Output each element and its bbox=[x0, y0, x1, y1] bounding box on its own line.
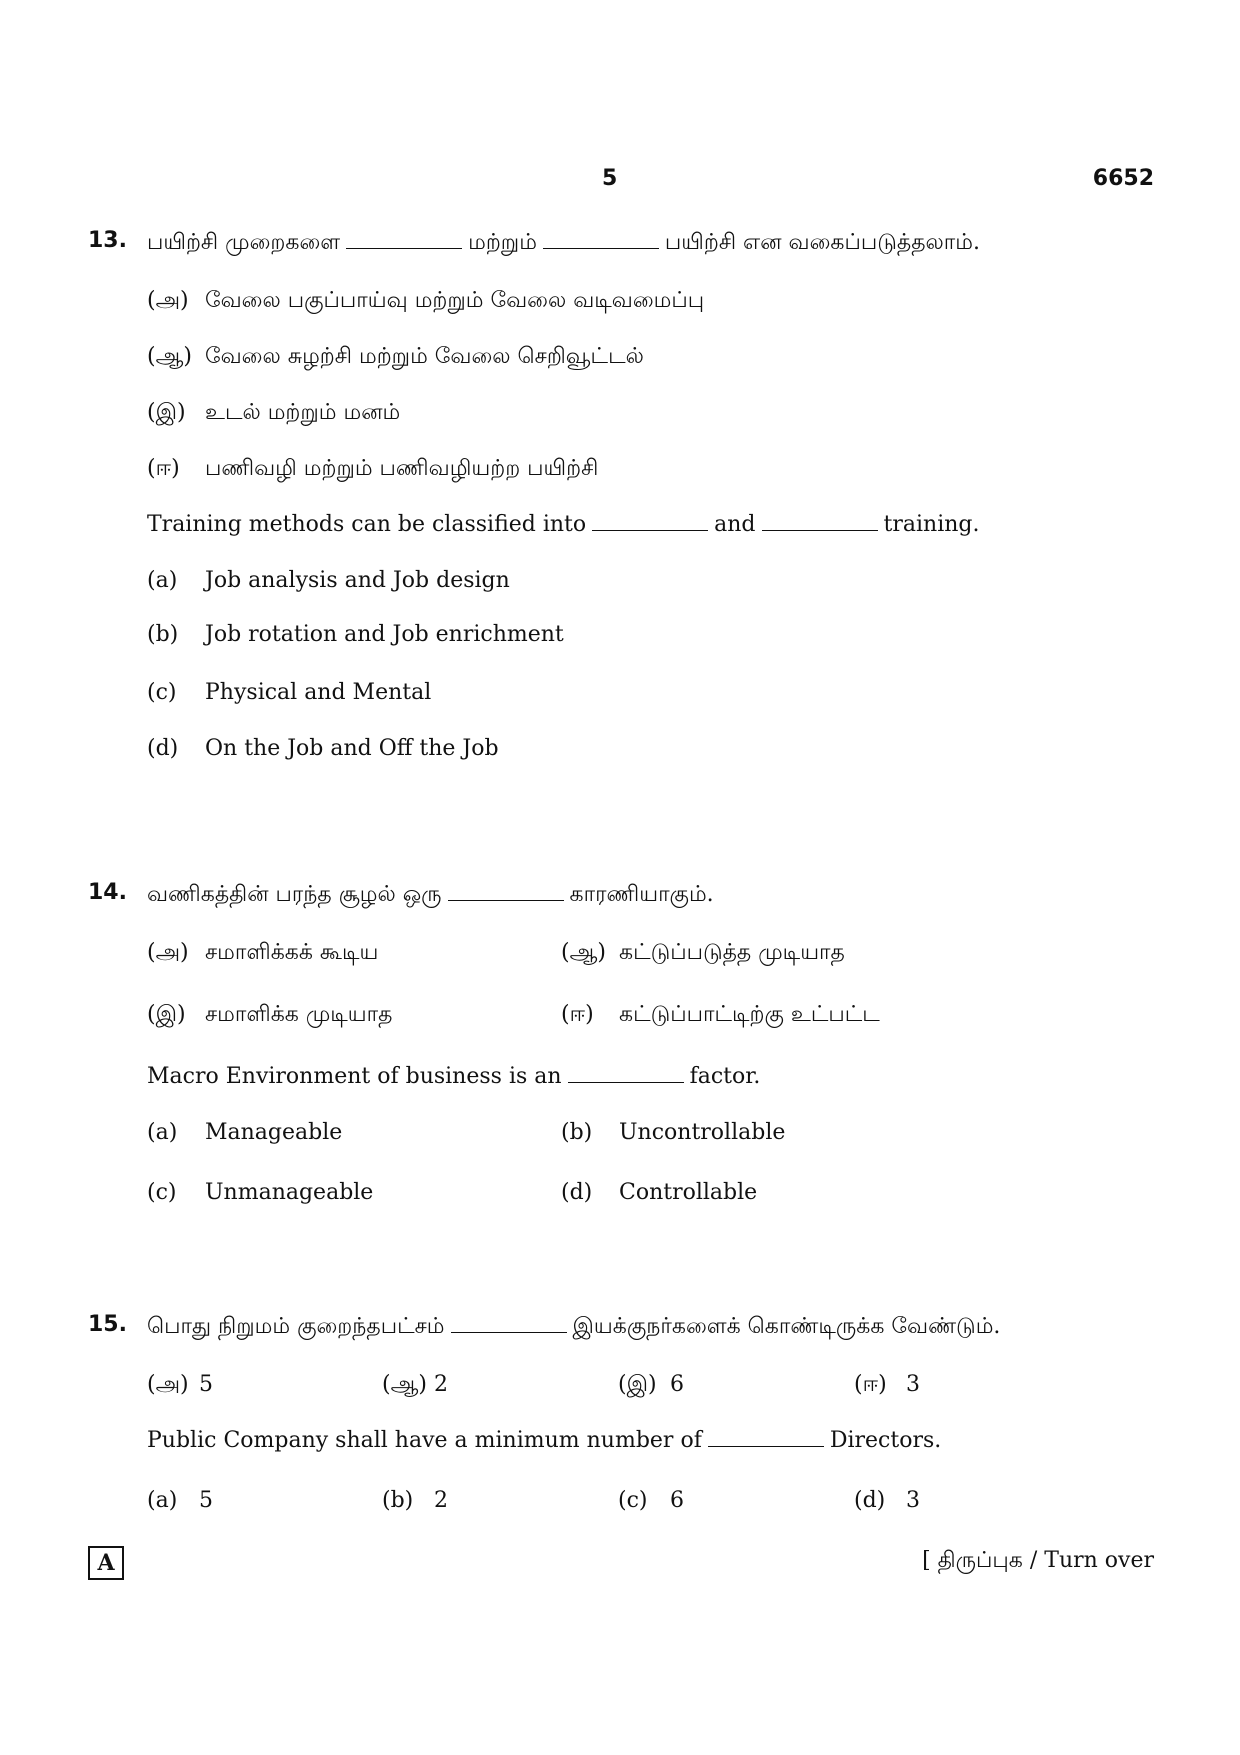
tamil-option bbox=[147, 1000, 392, 1030]
english-option bbox=[561, 1118, 785, 1148]
option-text: கட்டுப்படுத்த முடியாத bbox=[619, 940, 845, 965]
tamil-stem bbox=[147, 228, 980, 258]
tamil-stem bbox=[147, 880, 714, 910]
question-number: 14. bbox=[88, 880, 127, 905]
english-option bbox=[147, 1118, 342, 1148]
tamil-option bbox=[147, 454, 598, 484]
tamil-option bbox=[147, 398, 400, 428]
option-label: (a) bbox=[147, 1120, 178, 1145]
option-label: (ஈ) bbox=[854, 1372, 887, 1397]
paper-code: 6652 bbox=[1092, 166, 1154, 191]
option-label: (அ) bbox=[147, 940, 189, 965]
stem-part: பயிற்சி என வகைப்படுத்தலாம். bbox=[664, 230, 980, 255]
page-number: 5 bbox=[602, 166, 618, 191]
english-option bbox=[854, 1486, 920, 1516]
tamil-option bbox=[561, 1000, 880, 1030]
option-label: (இ) bbox=[147, 1002, 186, 1027]
option-text: Controllable bbox=[619, 1180, 758, 1205]
tamil-option bbox=[854, 1370, 920, 1400]
option-label: (a) bbox=[147, 568, 178, 593]
turn-over-note: [ திருப்புக / Turn over bbox=[922, 1548, 1154, 1573]
english-option bbox=[561, 1178, 757, 1208]
option-label: (ஆ) bbox=[382, 1372, 427, 1397]
option-label: (அ) bbox=[147, 1372, 189, 1397]
answer-blank bbox=[346, 230, 462, 249]
tamil-option bbox=[561, 938, 845, 968]
stem-part: Macro Environment of business is an bbox=[147, 1064, 562, 1089]
option-label: (ஆ) bbox=[147, 344, 192, 369]
option-text: Manageable bbox=[205, 1120, 343, 1145]
option-label: (ஈ) bbox=[561, 1002, 594, 1027]
option-text: 5 bbox=[199, 1372, 213, 1397]
stem-part: வணிகத்தின் பரந்த சூழல் ஒரு bbox=[147, 882, 442, 907]
option-text: Job rotation and Job enrichment bbox=[205, 622, 564, 647]
option-text: Physical and Mental bbox=[205, 680, 432, 705]
option-label: (அ) bbox=[147, 288, 189, 313]
option-text: சமாளிக்க முடியாத bbox=[205, 1002, 393, 1027]
stem-part: factor. bbox=[689, 1064, 761, 1089]
option-text: Unmanageable bbox=[205, 1180, 374, 1205]
stem-part: and bbox=[714, 512, 756, 537]
english-stem bbox=[147, 510, 979, 540]
stem-part: பயிற்சி முறைகளை bbox=[147, 230, 341, 255]
english-stem bbox=[147, 1062, 760, 1092]
answer-blank bbox=[762, 512, 878, 531]
option-text: சமாளிக்கக் கூடிய bbox=[205, 940, 379, 965]
option-text: வேலை சுழற்சி மற்றும் வேலை செறிவூட்டல் bbox=[205, 344, 644, 369]
english-option bbox=[147, 566, 510, 596]
option-label: (இ) bbox=[618, 1372, 657, 1397]
stem-part: training. bbox=[883, 512, 980, 537]
tamil-option bbox=[382, 1370, 448, 1400]
option-text: 2 bbox=[434, 1488, 448, 1513]
stem-part: மற்றும் bbox=[468, 230, 537, 255]
option-label: (c) bbox=[147, 1180, 177, 1205]
option-label: (ஆ) bbox=[561, 940, 606, 965]
stem-part: இயக்குநர்களைக் கொண்டிருக்க வேண்டும். bbox=[572, 1314, 1001, 1339]
option-label: (b) bbox=[147, 622, 179, 647]
stem-part: Public Company shall have a minimum number of bbox=[147, 1428, 702, 1453]
option-text: கட்டுப்பாட்டிற்கு உட்பட்ட bbox=[619, 1002, 880, 1027]
option-label: (இ) bbox=[147, 400, 186, 425]
english-option bbox=[618, 1486, 684, 1516]
english-option bbox=[147, 734, 499, 764]
stem-part: பொது நிறுமம் குறைந்தபட்சம் bbox=[147, 1314, 445, 1339]
answer-blank bbox=[451, 1314, 567, 1333]
tamil-option bbox=[147, 286, 704, 316]
option-text: 6 bbox=[670, 1372, 684, 1397]
option-label: (b) bbox=[382, 1488, 414, 1513]
option-text: உடல் மற்றும் மனம் bbox=[205, 400, 401, 425]
tamil-option bbox=[147, 938, 378, 968]
option-text: பணிவழி மற்றும் பணிவழியற்ற பயிற்சி bbox=[205, 456, 599, 481]
english-option bbox=[147, 1486, 213, 1516]
option-label: (c) bbox=[147, 680, 177, 705]
stem-part: Training methods can be classified into bbox=[147, 512, 587, 537]
answer-blank bbox=[543, 230, 659, 249]
english-option bbox=[147, 678, 431, 708]
answer-blank bbox=[568, 1064, 684, 1083]
english-option bbox=[147, 620, 564, 650]
series-letter-box: A bbox=[88, 1546, 124, 1580]
option-text: 3 bbox=[906, 1488, 920, 1513]
answer-blank bbox=[708, 1428, 824, 1447]
option-label: (d) bbox=[147, 736, 179, 761]
question-number: 15. bbox=[88, 1312, 127, 1337]
option-label: (a) bbox=[147, 1488, 178, 1513]
option-label: (b) bbox=[561, 1120, 593, 1145]
option-label: (d) bbox=[561, 1180, 593, 1205]
answer-blank bbox=[448, 882, 564, 901]
tamil-option bbox=[147, 1370, 213, 1400]
option-text: வேலை பகுப்பாய்வு மற்றும் வேலை வடிவமைப்பு bbox=[205, 288, 705, 313]
option-text: 5 bbox=[199, 1488, 213, 1513]
answer-blank bbox=[592, 512, 708, 531]
option-text: 3 bbox=[906, 1372, 920, 1397]
question-number: 13. bbox=[88, 228, 127, 253]
english-stem bbox=[147, 1426, 941, 1456]
option-label: (c) bbox=[618, 1488, 648, 1513]
tamil-option bbox=[618, 1370, 684, 1400]
option-text: On the Job and Off the Job bbox=[205, 736, 499, 761]
english-option bbox=[382, 1486, 448, 1516]
option-text: Job analysis and Job design bbox=[205, 568, 510, 593]
tamil-stem bbox=[147, 1312, 1000, 1342]
option-text: 2 bbox=[434, 1372, 448, 1397]
option-label: (ஈ) bbox=[147, 456, 180, 481]
tamil-option bbox=[147, 342, 644, 372]
option-text: 6 bbox=[670, 1488, 684, 1513]
option-text: Uncontrollable bbox=[619, 1120, 786, 1145]
stem-part: காரணியாகும். bbox=[569, 882, 714, 907]
option-label: (d) bbox=[854, 1488, 886, 1513]
english-option bbox=[147, 1178, 373, 1208]
stem-part: Directors. bbox=[829, 1428, 942, 1453]
